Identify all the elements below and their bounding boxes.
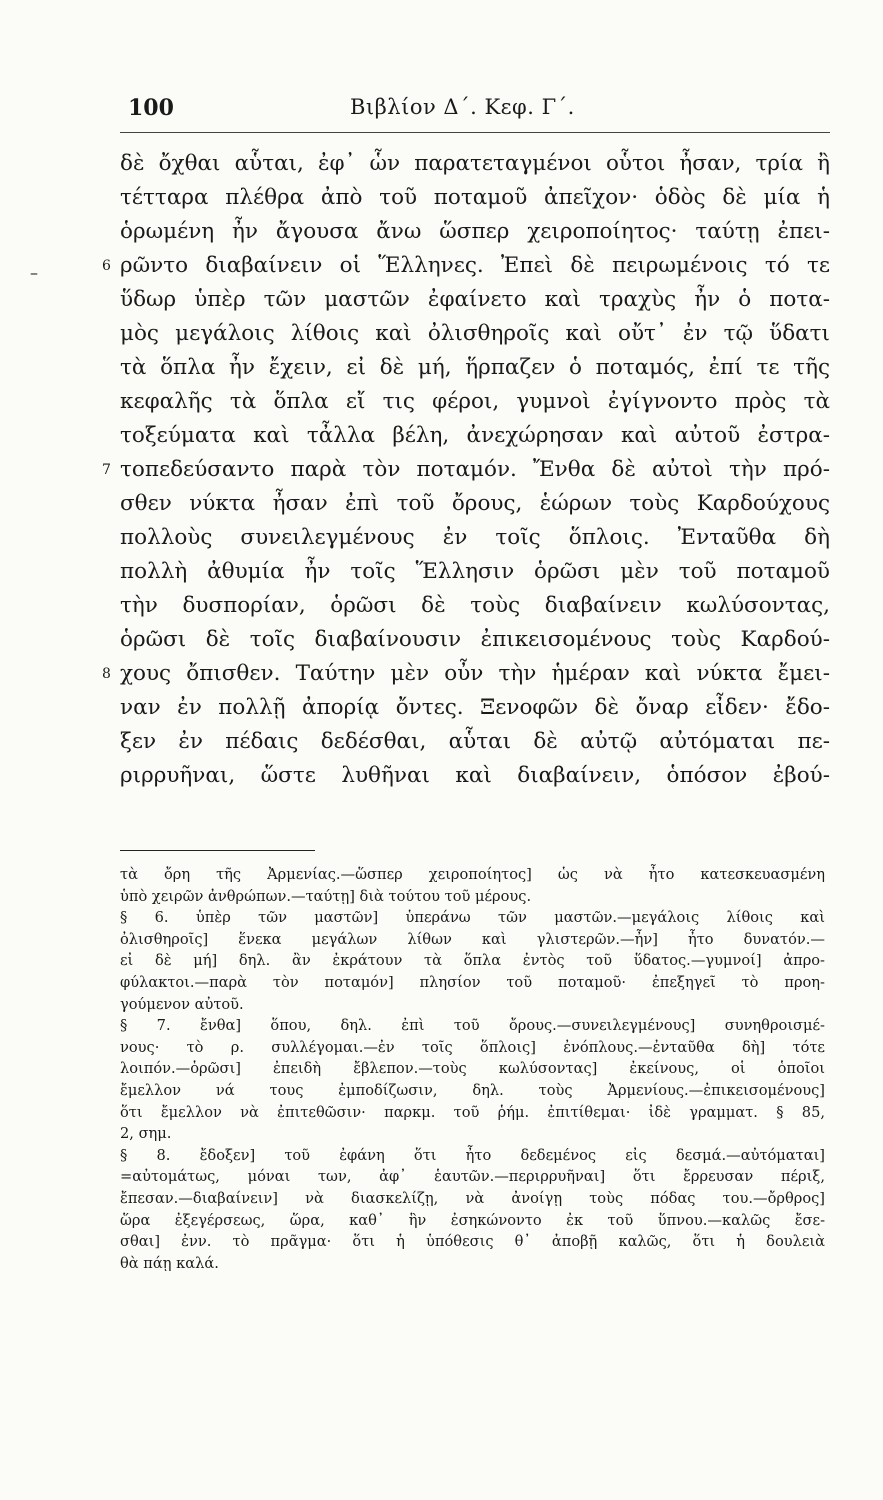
footnote-line: γούμενον αὐτοῦ. xyxy=(120,995,244,1013)
main-text-line xyxy=(120,521,830,555)
section-margin-number: 6 xyxy=(102,258,111,274)
main-text-line xyxy=(120,351,830,385)
main-text-line xyxy=(120,759,830,793)
running-title: Βιβλίον Δ΄. Κεφ. Γ΄. xyxy=(350,95,575,119)
main-text-line-text: τὰ ὅπλα ἦν ἔχειν, εἰ δὲ μή, ἥρπαζεν ὁ ποταμός, ἐπί τε τῆς xyxy=(120,355,830,380)
main-text-line xyxy=(120,147,830,181)
footnote-line: ὥρα ἐξεγέρσεως, ὥρα, καθ᾽ ἣν ἐσηκώνοντο ἐκ τοῦ ὕπνου.—καλῶς ἔσε- xyxy=(120,1211,825,1229)
footnote-line: § 8. ἔδοξεν] τοῦ ἐφάνη ὅτι ἦτο δεδεμένος εἰς δεσμά.—αὐτόμαται] xyxy=(120,1146,825,1164)
main-text-line-text: ριρρυῆναι, ὥστε λυθῆναι καὶ διαβαίνειν, ὁπόσον ἐβού- xyxy=(120,763,830,788)
footnote-line: ἔπεσαν.—διαβαίνειν] νὰ διασκελίζῃ, νὰ ἀνοίγῃ τοὺς πόδας του.—ὄρθρος] xyxy=(120,1189,825,1207)
main-text-line-text: μὸς μεγάλοις λίθοις καὶ ὀλισθηροῖς καὶ οὔτ᾽ ἐν τῷ ὕδατι xyxy=(120,321,830,346)
main-text-line xyxy=(120,385,830,419)
main-text-line-text: ξεν ἐν πέδαις δεδέσθαι, αὗται δὲ αὐτῷ αὐτόμαται πε- xyxy=(120,729,830,754)
footnote-line: φύλακτοι.—παρὰ τὸν ποταμόν] πλησίον τοῦ ποταμοῦ· ἐπεξηγεῖ τὸ προη- xyxy=(120,973,825,991)
main-text-line-text: τέτταρα πλέθρα ἀπὸ τοῦ ποταμοῦ ἀπεῖχον· ὁδὸς δὲ μία ἡ xyxy=(120,185,830,210)
main-text-line-text: τὴν δυσπορίαν, ὁρῶσι δὲ τοὺς διαβαίνειν κωλύσοντας, xyxy=(120,593,830,618)
footnote-line: § 6. ὑπὲρ τῶν μαστῶν] ὑπεράνω τῶν μαστῶν.—μεγάλοις λίθοις καὶ xyxy=(120,909,825,927)
main-text-line xyxy=(102,249,830,283)
main-text-line-text: ὁρωμένη ἦν ἄγουσα ἄνω ὥσπερ χειροποίητος· ταύτῃ ἐπει- xyxy=(120,219,830,244)
main-text-line xyxy=(120,555,830,589)
main-text-line xyxy=(120,181,830,215)
footnote-line: εἰ δὲ μή] δηλ. ἂν ἐκράτουν τὰ ὅπλα ἐντὸς τοῦ ὕδατος.—γυμνοί] ἀπρο- xyxy=(120,952,825,970)
footnotes xyxy=(120,864,825,1274)
main-text-line xyxy=(120,725,830,759)
footnote-line: 2, σημ. xyxy=(120,1125,172,1143)
main-text-line-text: ναν ἐν πολλῇ ἀπορίᾳ ὄντες. Ξενοφῶν δὲ ὄναρ εἶδεν· ἔδο- xyxy=(120,695,830,720)
main-text-line xyxy=(102,453,830,487)
header-rule xyxy=(120,132,830,133)
footnote-line: θὰ πάῃ καλά. xyxy=(120,1254,219,1272)
footnote-line: λοιπόν.—ὁρῶσι] ἐπειδὴ ἔβλεπον.—τοὺς κωλύσοντας] ἐκείνους, οἱ ὁποῖοι xyxy=(120,1060,825,1078)
main-text-line-text: κεφαλῆς τὰ ὅπλα εἴ τις φέροι, γυμνοὶ ἐγίγνοντο πρὸς τὰ xyxy=(120,389,830,414)
footnote-line: σθαι] ἐνν. τὸ πρᾶγμα· ὅτι ἡ ὑπόθεσις θ᾽ ἀποβῇ καλῶς, ὅτι ἡ δουλειὰ xyxy=(120,1233,825,1251)
main-text-line xyxy=(120,623,830,657)
footnote-line: =αὐτομάτως, μόναι των, ἀφ᾽ ἑαυτῶν.—περιρρυῆναι] ὅτι ἔρρευσαν πέριξ, xyxy=(120,1168,825,1186)
main-text-line-text: τοπεδεύσαντο παρὰ τὸν ποταμόν. Ἔνθα δὲ αὐτοὶ τὴν πρό- xyxy=(120,457,830,482)
main-text-line-text: πολλὴ ἀθυμία ἦν τοῖς Ἕλλησιν ὁρῶσι μὲν τοῦ ποταμοῦ xyxy=(120,559,830,584)
footnote-line: ἔμελλον νά τους ἐμποδίζωσιν, δηλ. τοὺς Ἀρμενίους.—ἐπικεισομένους] xyxy=(120,1081,825,1099)
main-text-line xyxy=(120,283,830,317)
main-text-line-text: ὕδωρ ὑπὲρ τῶν μαστῶν ἐφαίνετο καὶ τραχὺς ἦν ὁ ποτα- xyxy=(120,287,830,312)
footnote-line: ὀλισθηροῖς] ἕνεκα μεγάλων λίθων καὶ γλιστερῶν.—ἦν] ἦτο δυνατόν.— xyxy=(120,930,825,948)
page-number: 100 xyxy=(128,95,174,121)
footnote-line: ὑπὸ χειρῶν ἀνθρώπων.—ταύτῃ] διὰ τούτου τοῦ μέρους. xyxy=(120,887,532,905)
main-text-line xyxy=(102,657,830,691)
section-margin-number: 8 xyxy=(102,666,111,682)
footnote-line: ὅτι ἔμελλον νὰ ἐπιτεθῶσιν· παρκμ. τοῦ ῥήμ. ἐπιτίθεμαι· ἰδὲ γραμματ. § 85, xyxy=(120,1103,825,1121)
main-text-line-text: δὲ ὄχθαι αὗται, ἐφ᾽ ὧν παρατεταγμένοι οὗτοι ἦσαν, τρία ἢ xyxy=(120,151,830,176)
running-header xyxy=(120,95,830,135)
main-text-line-text: σθεν νύκτα ἦσαν ἐπὶ τοῦ ὄρους, ἑώρων τοὺς Καρδούχους xyxy=(120,491,830,516)
main-text-line-text: τοξεύματα καὶ τἆλλα βέλη, ἀνεχώρησαν καὶ αὐτοῦ ἐστρα- xyxy=(120,423,830,448)
footnote-line: § 7. ἔνθα] ὅπου, δηλ. ἐπὶ τοῦ ὄρους.—συνειλεγμένους] συνηθροισμέ- xyxy=(120,1017,825,1035)
main-text-line-text: πολλοὺς συνειλεγμένους ἐν τοῖς ὅπλοις. Ἐνταῦθα δὴ xyxy=(120,525,830,550)
main-text-line xyxy=(120,419,830,453)
main-text-line xyxy=(120,215,830,249)
main-text-line xyxy=(120,317,830,351)
footnote-line: τὰ ὄρη τῆς Ἀρμενίας.—ὥσπερ χειροποίητος] ὡς νὰ ἦτο κατεσκευασμένη xyxy=(120,866,825,883)
margin-dash: – xyxy=(30,263,38,282)
main-text-line-text: ὁρῶσι δὲ τοῖς διαβαίνουσιν ἐπικεισομένους τοὺς Καρδού- xyxy=(120,627,830,652)
main-text-line xyxy=(120,691,830,725)
footnote-line: νους· τὸ ρ. συλλέγομαι.—ἐν τοῖς ὅπλοις] ἐνόπλους.—ἐνταῦθα δὴ] τότε xyxy=(120,1038,825,1056)
main-text-line xyxy=(120,589,830,623)
main-text-line xyxy=(120,487,830,521)
main-text-line-text: ρῶντο διαβαίνειν οἱ Ἕλληνες. Ἐπεὶ δὲ πειρωμένοις τό τε xyxy=(120,253,830,278)
footnote-rule xyxy=(120,850,315,851)
main-text xyxy=(102,147,830,793)
main-text-line-text: χους ὄπισθεν. Ταύτην μὲν οὖν τὴν ἡμέραν καὶ νύκτα ἔμει- xyxy=(120,661,830,686)
section-margin-number: 7 xyxy=(102,462,111,478)
